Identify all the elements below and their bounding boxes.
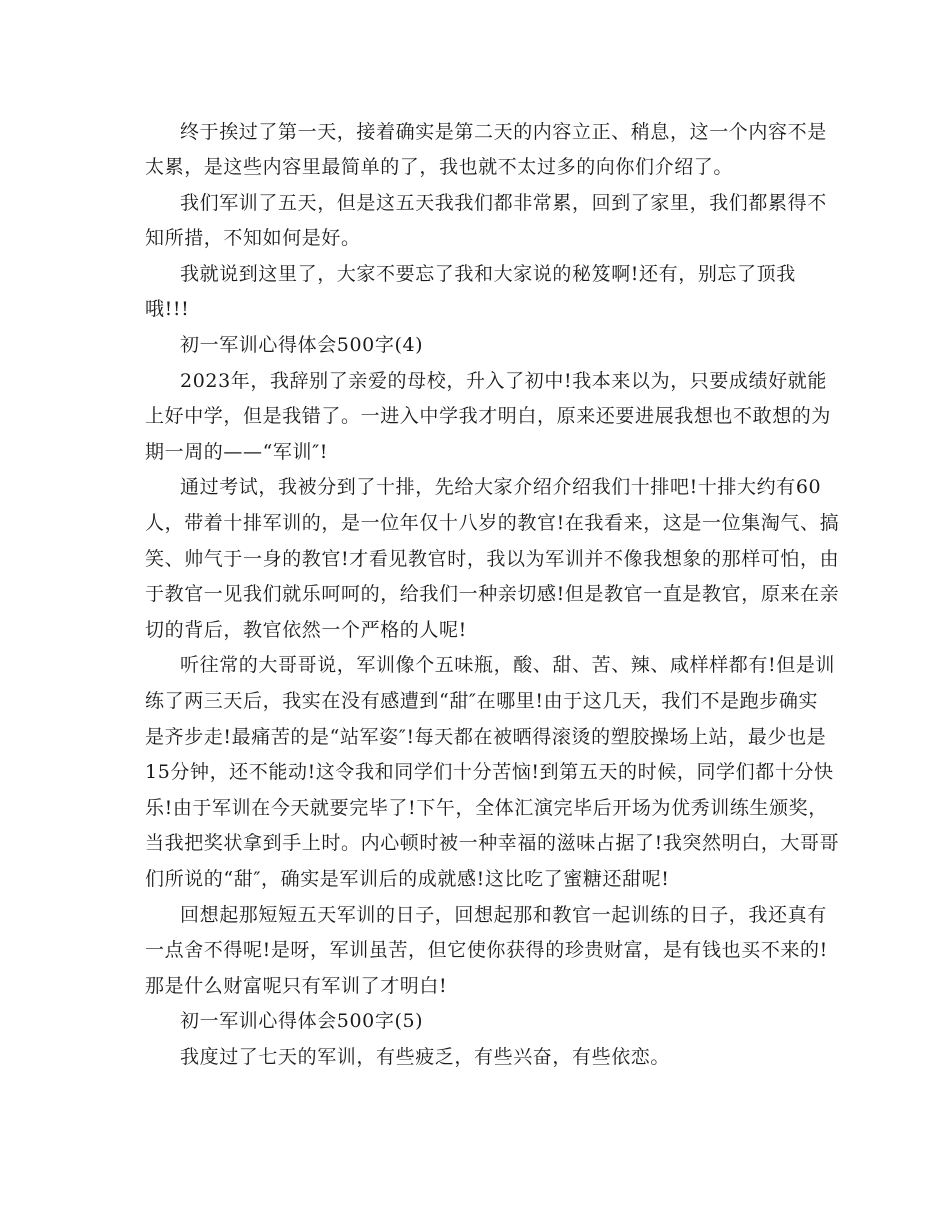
text-line: 我就说到这里了，大家不要忘了我和大家说的秘笈啊!还有，别忘了顶我 xyxy=(180,263,796,285)
text-line: 听往常的大哥哥说，军训像个五味瓶，酸、甜、苦、辣、咸样样都有!但是训 xyxy=(180,654,836,676)
text-line: 是齐步走!最痛苦的是“站军姿″!每天都在被晒得滚烫的塑胶操场上站，最少也是 xyxy=(145,726,827,748)
text-line: 终于挨过了第一天，接着确实是第二天的内容立正、稍息，这一个内容不是 xyxy=(180,121,827,143)
text-line: 人，带着十排军训的，是一位年仅十八岁的教官!在我看来，这是一位集淘气、搞 xyxy=(145,512,840,534)
section-heading: 初一军训心得体会500字(5) xyxy=(180,1010,424,1032)
text-line: 笑、帅气于一身的教官!才看见教官时，我以为军训并不像我想象的那样可怕，由 xyxy=(145,548,840,570)
text-line: 通过考试，我被分到了十排，先给大家介绍介绍我们十排吧!十排大约有60 xyxy=(180,476,822,498)
text-line: 那是什么财富呢只有军训了才明白! xyxy=(145,975,448,997)
text-line: 当我把奖状拿到手上时。内心顿时被一种幸福的滋味占据了!我突然明白，大哥哥 xyxy=(145,832,840,854)
text-line: 们所说的“甜″，确实是军训后的成就感!这比吃了蜜糖还甜呢! xyxy=(145,868,670,890)
text-line: 我度过了七天的军训，有些疲乏，有些兴奋，有些依恋。 xyxy=(180,1046,671,1068)
text-line: 上好中学，但是我错了。一进入中学我才明白，原来还要进展我想也不敢想的为 xyxy=(145,405,832,427)
text-line: 练了两三天后，我实在没有感遭到“甜″在哪里!由于这几天，我们不是跑步确实 xyxy=(145,690,819,712)
text-line: 乐!由于军训在今天就要完毕了!下午，全体汇演完毕后开场为优秀训练生颁奖， xyxy=(145,797,828,819)
section-heading: 初一军训心得体会500字(4) xyxy=(180,334,424,356)
text-line: 哦!!! xyxy=(145,298,190,320)
text-line: 回想起那短短五天军训的日子，回想起那和教官一起训练的日子，我还真有 xyxy=(180,904,827,926)
text-line: 15分钟，还不能动!这令我和同学们十分苦恼!到第五天的时候，同学们都十分快 xyxy=(145,761,834,783)
text-line: 切的背后，教官依然一个严格的人呢! xyxy=(145,619,467,641)
text-line: 于教官一见我们就乐呵呵的，给我们一种亲切感!但是教官一直是教官，原来在亲 xyxy=(145,583,840,605)
text-line: 太累，是这些内容里最简单的了，我也就不太过多的向你们介绍了。 xyxy=(145,156,734,178)
text-line: 2023年，我辞别了亲爱的母校，升入了初中!我本来以为，只要成绩好就能 xyxy=(180,370,827,392)
text-line: 知所措，不知如何是好。 xyxy=(145,227,361,249)
text-line: 我们军训了五天，但是这五天我我们都非常累，回到了家里，我们都累得不 xyxy=(180,192,827,214)
text-line: 一点舍不得呢!是呀，军训虽苦，但它使你获得的珍贵财富，是有钱也买不来的! xyxy=(145,939,828,961)
text-line: 期一周的——“军训″! xyxy=(145,441,329,463)
